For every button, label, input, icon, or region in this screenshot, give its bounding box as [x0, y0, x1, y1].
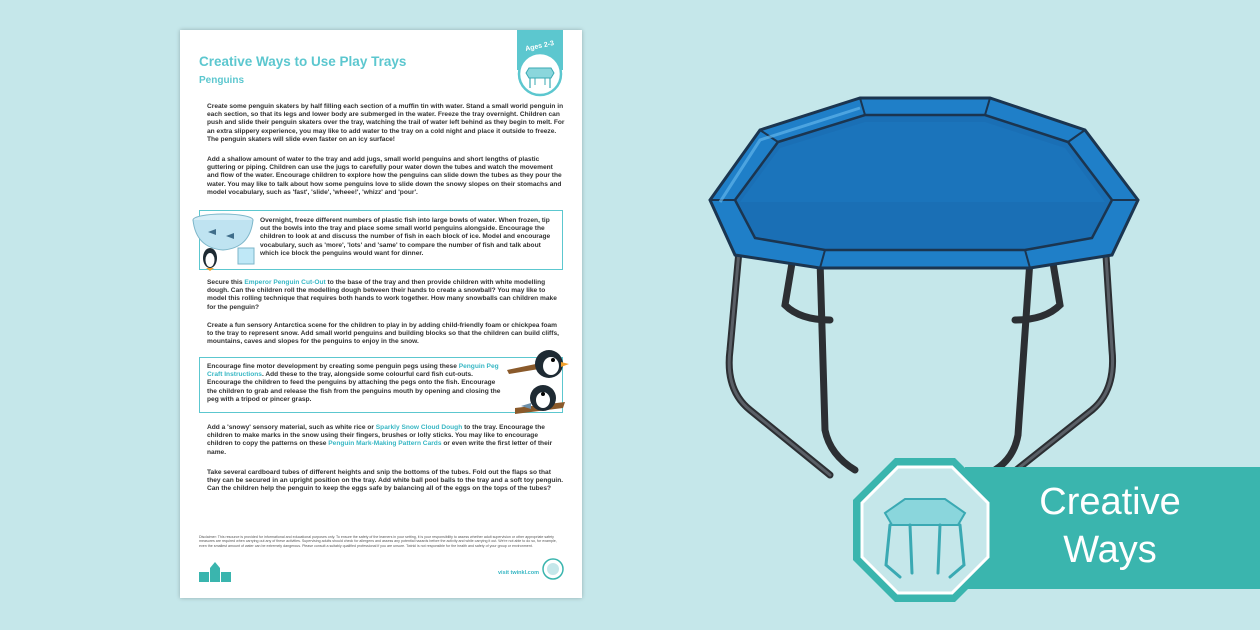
document-title: Creative Ways to Use Play Trays [199, 54, 407, 69]
paragraph-frozen-fish: Overnight, freeze different numbers of plastic fish into large bowls of water. When frozen, tip out the bowls into the tray and place some small world penguins alongside. Encourage the children to look at and discuss the number of fish in each block of ice. Model and encourage vocabulary, such as 'more', 'lots' and 'same' to compare the number of fish and talk about which ice block the penguins would want for dinner. [260, 217, 551, 257]
tray-badge-octagon [850, 455, 1000, 605]
paragraph-snowy-material: Add a 'snowy' sensory material, such as white rice or Sparkly Snow Cloud Dough to the tray. Encourage the children to make marks in the snow using their fingers, brushes or lolly sticks. You may like to encourage children to copy the patterns on these Penguin Mark-Making Pattern Cards or even write the first letter of their name. [207, 424, 553, 456]
snow-cloud-dough-link[interactable]: Sparkly Snow Cloud Dough [375, 424, 463, 431]
paragraph-penguin-pegs: Encourage fine motor development by creating some penguin pegs using these Penguin Peg Craft Instructions. Add these to the tray, alongside some colourful card fish cut-outs. Encourage the children to feed the penguins by attaching the pegs onto the fish. Encourage the children to grab and release the fish from the penguins mouth by opening and closing the peg with a tripod or pincer grasp. [207, 363, 501, 403]
paragraph-cardboard-tubes: Take several cardboard tubes of different heights and snip the bottoms of the tubes. Fold out the flaps so that they can be secured in an upright position on the tray. Add white ball pool balls to the tray and a soft toy penguin. Can the children help the penguin to keep the eggs safe by balancing all of the eggs on the tops of the tubes? [207, 469, 564, 493]
fish-bowl-illustration [188, 210, 258, 272]
creative-ways-heading [1000, 478, 1220, 574]
footer-url[interactable]: visit twinkl.com [498, 570, 539, 576]
age-badge-label: Ages 2-3 [524, 40, 555, 53]
quality-badge-icon [542, 558, 564, 580]
paragraph-antarctica-scene: Create a fun sensory Antarctica scene for the children to play in by adding child-friendly foam or chickpea foam to the tray to represent snow. Add small world penguins and building blocks so that the children can build cliffs, mountains, caves and slopes for the penguins to enjoy in the snow. [207, 322, 559, 346]
creative-ways-line1: Creative [1039, 481, 1181, 523]
paragraph-penguin-skaters: Create some penguin skaters by half filling each section of a muffin tin with water. Stand a small world penguin in each section, so that its legs and lower body are submerged in the water. Freeze the tray overnight. Children can push and slide their penguin skaters over the tray, watching the trail of water left behind as they begin to melt. For an extra slippery experience, you may like to add water to the tray on a cold night and place it outside to freeze. The penguin skaters will slide even faster on an icy surface! [207, 103, 565, 143]
age-badge [517, 30, 563, 98]
disclaimer-text: Disclaimer: This resource is provided for informational and educational purposes only. To ensure the safety of the learners in your setting, it is your responsibility to assess whether adult supervision or other appropriate safety measures are required when carrying out any of these activities. Supervising adults should check for allergens and assess any potential hazards before the activity and while carrying it out. We're not able to do so, for example, even the smallest amount of water can be extremely dangerous. Please consult a suitably qualified professional if you are unsure. Twinkl is not responsible for the health and safety of your group or environment. [199, 535, 557, 548]
document-subtitle: Penguins [199, 75, 245, 86]
play-tray-illustration [700, 90, 1145, 500]
emperor-penguin-link[interactable]: Emperor Penguin Cut-Out [244, 279, 326, 286]
penguin-peg-link[interactable]: Penguin Peg Craft Instructions [207, 363, 499, 379]
twinkl-blocks-logo [199, 560, 231, 582]
penguin-peg-illustration [505, 344, 575, 416]
mark-making-cards-link[interactable]: Penguin Mark-Making Pattern Cards [328, 440, 442, 448]
paragraph-water-slides: Add a shallow amount of water to the tray and add jugs, small world penguins and short lengths of plastic guttering or piping. Children can use the jugs to carefully pour water down the tubes and watch the movement and flow of the water. Encourage children to explore how the penguins can slide down the tubes as they pour the water. You may like to talk about how some penguins love to slide down the snowy slopes on their stomachs and model vocabulary, such as 'fast', 'slide', 'wheee!', 'whizz' and 'pour'. [207, 156, 562, 196]
activity-document [180, 30, 582, 598]
paragraph-emperor-penguin: Secure this Emperor Penguin Cut-Out to the base of the tray and then provide children with white modelling dough. Can the children roll the modelling dough between their hands to create a snowball? You may like to model this rolling technique that requires both hands to work together. How many snowballs can children make for the penguin? [207, 279, 557, 311]
creative-ways-line2: Ways [1063, 529, 1157, 571]
